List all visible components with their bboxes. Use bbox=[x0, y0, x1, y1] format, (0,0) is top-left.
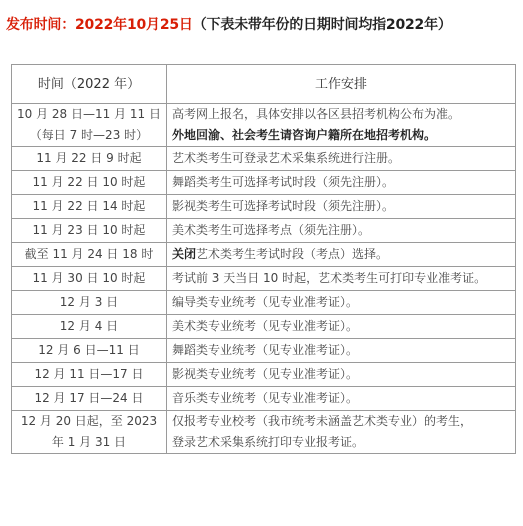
work-cell: 美术类考生可选择考点（须先注册）。 bbox=[166, 219, 515, 243]
work-cell: 艺术类考生可登录艺术采集系统进行注册。 bbox=[166, 147, 515, 171]
table-row bbox=[12, 411, 516, 454]
bold-note: 外地回渝、社会考生请咨询户籍所在地招考机构。 bbox=[171, 128, 436, 142]
time-cell: 11 月 22 日 10 时起 bbox=[12, 171, 167, 195]
work-cell: 编导类专业统考（见专业准考证）。 bbox=[166, 291, 515, 315]
work-cell: 考试前 3 天当日 10 时起，艺术类考生可打印专业准考证。 bbox=[166, 267, 515, 291]
table-header-row bbox=[12, 65, 516, 104]
work-cell: 影视类考生可选择考试时段（须先注册）。 bbox=[166, 195, 515, 219]
work-cell: 音乐类专业统考（见专业准考证）。 bbox=[166, 387, 515, 411]
work-cell: 高考网上报名，具体安排以各区县招考机构公布为准。 外地回渝、社会考生请咨询户籍所在地招考机构。 bbox=[166, 104, 515, 147]
table-row bbox=[12, 195, 516, 219]
bold-lead: 关闭 bbox=[171, 247, 196, 261]
time-cell: 12 月 11 日—17 日 bbox=[12, 363, 167, 387]
time-cell: 11 月 22 日 14 时起 bbox=[12, 195, 167, 219]
table-row bbox=[12, 291, 516, 315]
work-cell: 关闭艺术类考生考试时段（考点）选择。 bbox=[166, 243, 515, 267]
time-cell: 11 月 22 日 9 时起 bbox=[12, 147, 167, 171]
table-row bbox=[12, 104, 516, 147]
time-cell: 12 月 20 日起，至 2023 年 1 月 31 日 bbox=[12, 411, 167, 454]
table-row bbox=[12, 243, 516, 267]
table-row bbox=[12, 171, 516, 195]
year-note: （下表未带年份的日期时间均指2022年） bbox=[192, 17, 452, 33]
table-row bbox=[12, 339, 516, 363]
work-cell: 仅报考专业校考（我市统考未涵盖艺术类专业）的考生， 登录艺术采集系统打印专业报考证。 bbox=[166, 411, 515, 454]
table-row bbox=[12, 315, 516, 339]
time-cell: 10 月 28 日—11 月 11 日 （每日 7 时—23 时） bbox=[12, 104, 167, 147]
publish-date: 发布时间：2022年10月25日 bbox=[6, 17, 193, 33]
time-cell: 11 月 30 日 10 时起 bbox=[12, 267, 167, 291]
work-cell: 舞蹈类专业统考（见专业准考证）。 bbox=[166, 339, 515, 363]
time-cell: 12 月 3 日 bbox=[12, 291, 167, 315]
table-row bbox=[12, 219, 516, 243]
time-cell: 12 月 17 日—24 日 bbox=[12, 387, 167, 411]
schedule-table bbox=[11, 64, 516, 454]
column-header-work: 工作安排 bbox=[166, 65, 515, 104]
work-cell: 影视类专业统考（见专业准考证）。 bbox=[166, 363, 515, 387]
table-row bbox=[12, 147, 516, 171]
time-cell: 11 月 23 日 10 时起 bbox=[12, 219, 167, 243]
time-cell: 12 月 4 日 bbox=[12, 315, 167, 339]
table-row bbox=[12, 267, 516, 291]
table-row bbox=[12, 387, 516, 411]
publish-header bbox=[6, 14, 521, 34]
time-cell: 12 月 6 日—11 日 bbox=[12, 339, 167, 363]
column-header-time: 时间（2022 年） bbox=[12, 65, 167, 104]
work-cell: 舞蹈类考生可选择考试时段（须先注册）。 bbox=[166, 171, 515, 195]
table-row bbox=[12, 363, 516, 387]
work-cell: 美术类专业统考（见专业准考证）。 bbox=[166, 315, 515, 339]
time-cell: 截至 11 月 24 日 18 时 bbox=[12, 243, 167, 267]
